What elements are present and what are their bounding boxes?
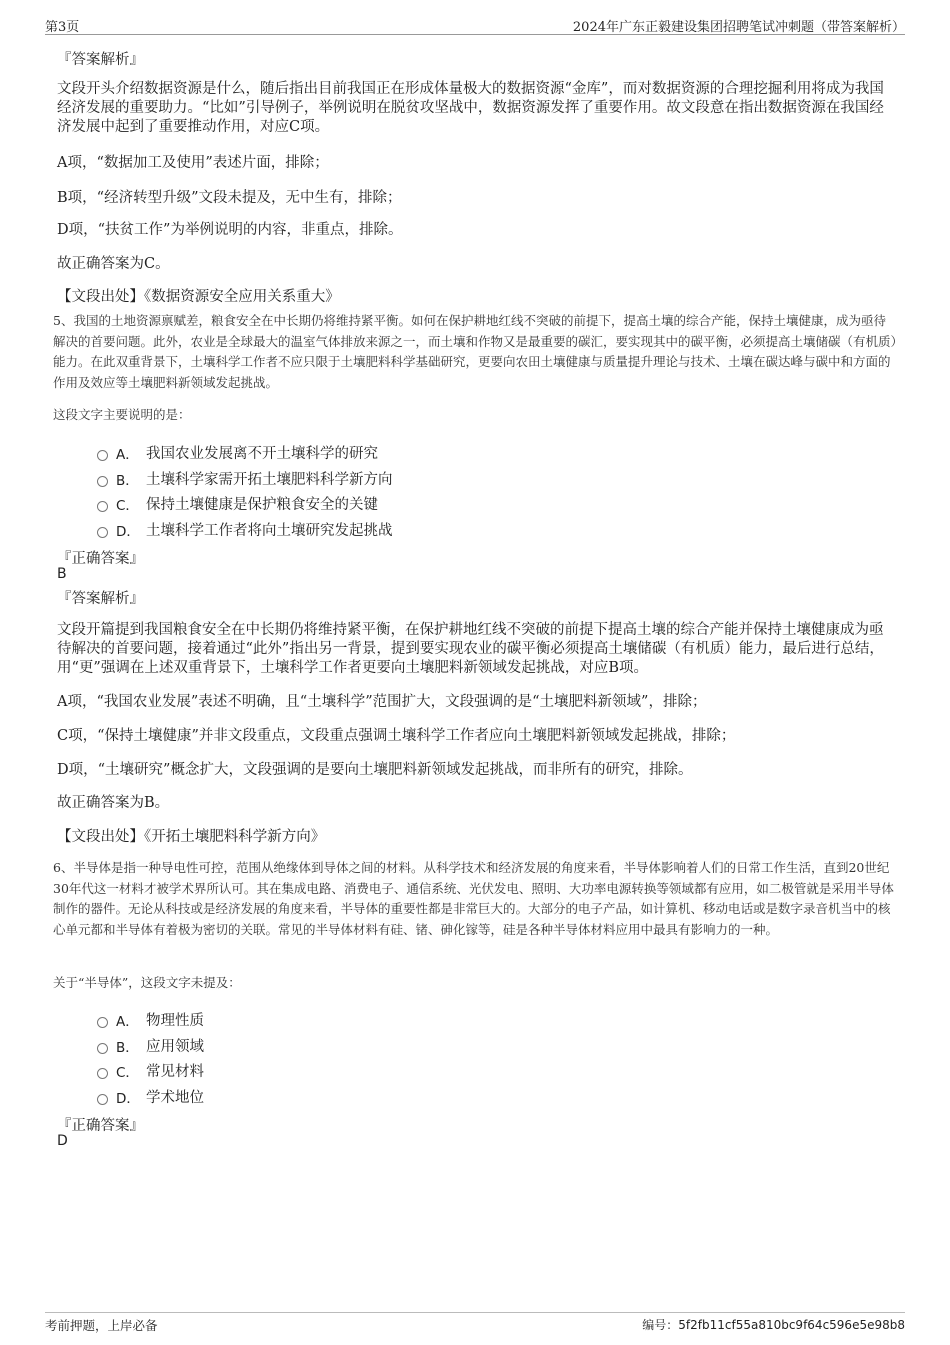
option-b[interactable]: B． 应用领域 (97, 1035, 204, 1056)
question-5-text: 5、我国的土地资源禀赋差，粮食安全在中长期仍将维持紧平衡。如何在保护耕地红线不突破的前提下，提高土壤的综合产能，保持土壤健康，成为亟待解决的首要问题。此外，农业是全球最大的温室气体排放来源之一，而土壤和作物又是最重要的碳汇，要实现其中的碳平衡，必须提高土壤储碳（有机质）能力。在此双重背景下，土壤科学工作者不应只限于土壤肥料科学基础研究，更要向农田土壤健康与质量提升理论与技术、土壤在碳达峰与碳中和方面的作用及效应等土壤肥料新领域发起挑战。 (53, 313, 897, 390)
analysis-text: 文段开篇提到我国粮食安全在中长期仍将维持紧平衡，在保护耕地红线不突破的前提下提高土壤的综合产能并保持土壤健康成为亟待解决的首要问题，接着通过“此外”指出另一背景，提到要实现农业的碳平衡必须提高土壤储碳（有机质）能力，最后进行总结，用“更”强调在上述双重背景下，土壤科学工作者更要向土壤肥料新领域发起挑战，对应B项。 (57, 622, 884, 676)
radio-button[interactable] (97, 527, 108, 538)
analysis-note: B项，“经济转型升级”文段未提及，无中生有，排除； (57, 190, 402, 206)
radio-button[interactable] (97, 450, 108, 461)
conclusion: 故正确答案为C。 (57, 256, 170, 272)
footer-slogan: 考前押题，上岸必备 (45, 1318, 158, 1333)
radio-button[interactable] (97, 1068, 108, 1079)
conclusion: 故正确答案为B。 (57, 795, 170, 811)
page-header (45, 14, 905, 35)
analysis-text: 文段开头介绍数据资源是什么，随后指出目前我国正在形成体量极大的数据资源“金库”，而对数据资源的合理挖掘利用将成为我国经济发展的重要助力。“比如”引导例子，举例说明在脱贫攻坚战中，数据资源发挥了重要作用。故文段意在指出数据资源在我国经济发展中起到了重要推动作用，对应C项。 (57, 81, 884, 135)
answer-label: 『正确答案』 (57, 1118, 144, 1134)
page-number: 第3页 (45, 20, 80, 35)
radio-button[interactable] (97, 476, 108, 487)
radio-button[interactable] (97, 501, 108, 512)
analysis-note: A项，“数据加工及使用”表述片面，排除； (57, 155, 329, 171)
answer-value: D (57, 1133, 68, 1149)
analysis-label: 『答案解析』 (57, 591, 144, 607)
page-footer (45, 1312, 905, 1335)
document-code: 编号：5f2fb11cf55a810bc9f64c596e5e98b8 (642, 1318, 905, 1332)
option-d[interactable]: D． 土壤科学工作者将向土壤研究发起挑战 (97, 519, 393, 540)
option-c[interactable]: C． 保持土壤健康是保护粮食安全的关键 (97, 493, 378, 514)
analysis-note: C项，“保持土壤健康”并非文段重点，文段重点强调土壤科学工作者应向土壤肥料新领域发起挑战，排除； (57, 728, 736, 744)
answer-label: 『正确答案』 (57, 551, 144, 567)
option-a[interactable]: A． 我国农业发展离不开土壤科学的研究 (97, 442, 378, 463)
option-d[interactable]: D． 学术地位 (97, 1086, 204, 1107)
source: 【文段出处】《数据资源安全应用关系重大》 (57, 289, 340, 305)
question-6-text: 6、半导体是指一种导电性可控，范围从绝缘体到导体之间的材料。从科学技术和经济发展的角度来看，半导体影响着人们的日常工作生活，直到20世纪30年代这一材料才被学术界所认可。其在集成电路、消费电子、通信系统、光伏发电、照明、大功率电源转换等领域都有应用，如二极管就是采用半导体制作的器件。无论从科技或是经济发展的角度来看，半导体的重要性都是非常巨大的。大部分的电子产品，如计算机、移动电话或是数字录音机当中的核心单元都和半导体有着极为密切的关联。常见的半导体材料有硅、锗、砷化镓等，硅是各种半导体材料应用中最具有影响力的一种。 (53, 860, 894, 937)
analysis-label: 『答案解析』 (57, 52, 144, 68)
source: 【文段出处】《开拓土壤肥料科学新方向》 (57, 829, 326, 845)
radio-button[interactable] (97, 1017, 108, 1028)
option-b[interactable]: B． 土壤科学家需开拓土壤肥料科学新方向 (97, 468, 393, 489)
analysis-note: A项，“我国农业发展”表述不明确，且“土壤科学”范围扩大，文段强调的是“土壤肥料新领域”，排除； (57, 694, 707, 710)
option-c[interactable]: C． 常见材料 (97, 1060, 204, 1081)
radio-button[interactable] (97, 1043, 108, 1054)
answer-value: B (57, 566, 67, 582)
document-title: 2024年广东正毅建设集团招聘笔试冲刺题（带答案解析） (572, 20, 905, 35)
analysis-note: D项，“扶贫工作”为举例说明的内容，非重点，排除。 (57, 222, 403, 238)
question-5-prompt: 这段文字主要说明的是： (53, 407, 191, 422)
radio-button[interactable] (97, 1094, 108, 1105)
analysis-note: D项，“土壤研究”概念扩大，文段强调的是要向土壤肥料新领域发起挑战，而非所有的研究，排除。 (57, 762, 693, 778)
question-6-prompt: 关于“半导体”，这段文字未提及： (53, 975, 241, 990)
option-a[interactable]: A． 物理性质 (97, 1009, 204, 1030)
